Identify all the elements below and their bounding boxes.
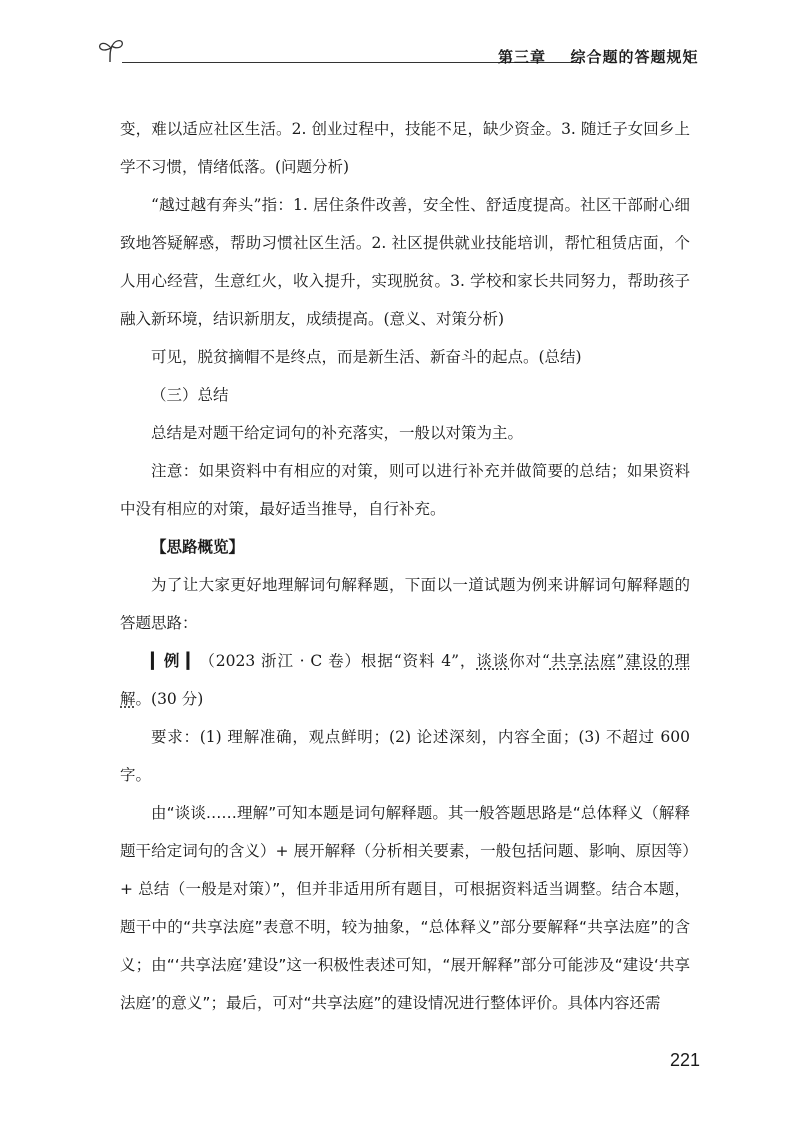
paragraph-2: “越过越有奔头”指：1. 居住条件改善，安全性、舒适度提高。社区干部耐心细致地答疑解惑，帮助习惯社区生活。2. 社区提供就业技能培训，帮忙租赁店面，个人用心经营，生意红火，收入提升，实现脱贫。3. 学校和家长共同努力，帮助孩子融入新环境，结识新朋友，成绩提高。(意义、对策分析) bbox=[120, 196, 690, 328]
analysis-paragraph: 由“谈谈……理解”可知本题是词句解释题。其一般答题思路是“总体释义（解释题干给定词句的含义）+ 展开解释（分析相关要素，一般包括问题、影响、原因等）+ 总结（一般是对策）”，但并非适用所有题目，可根据资料适当调整。结合本题，题干中的“共享法庭”表意不明，较为抽象，“总体释义”部分要解释“共享法庭”的含义；由“‘共享法庭’建设”这一积极性表述可知，“展开解释”部分可能涉及“建设‘共享法庭’的意义”；最后，可对“共享法庭”的建设情况进行整体评价。具体内容还需 bbox=[120, 804, 690, 1012]
page-body bbox=[120, 110, 690, 1022]
section-three-p1: 总结是对题干给定词句的补充落实，一般以对策为主。 bbox=[151, 424, 524, 442]
overview-heading: 【思路概览】 bbox=[151, 538, 245, 556]
section-title: 综合题的答题规矩 bbox=[570, 48, 699, 66]
example-underline-3: 建设的理解 bbox=[120, 652, 690, 708]
paragraph-3: 可见，脱贫摘帽不是终点，而是新生活、新奋斗的起点。(总结) bbox=[151, 348, 582, 366]
paragraph-1: 变，难以适应社区生活。2. 创业过程中，技能不足，缺少资金。3. 随迁子女回乡上学不习惯，情绪低落。(问题分析) bbox=[120, 120, 690, 176]
section-three-heading: （三）总结 bbox=[151, 386, 229, 404]
chapter-title bbox=[498, 46, 698, 67]
page-number: 221 bbox=[669, 1050, 700, 1070]
chapter-label: 第三章 bbox=[498, 48, 547, 66]
example-requirements: 要求：(1) 理解准确，观点鲜明；(2) 论述深刻，内容全面；(3) 不超过 600 字。 bbox=[120, 728, 690, 784]
overview-intro: 为了让大家更好地理解词句解释题，下面以一道试题为例来讲解词句解释题的答题思路： bbox=[120, 576, 690, 632]
example-underline-1: 谈谈 bbox=[476, 652, 510, 670]
example-text-a: （2023 浙江 · C 卷）根据“资料 4”， bbox=[198, 652, 477, 670]
running-header bbox=[96, 36, 699, 76]
example-text-d: 。(30 分) bbox=[135, 690, 204, 708]
example-question bbox=[120, 642, 690, 718]
example-text-b: 你对“ bbox=[509, 652, 550, 670]
section-three-p2: 注意：如果资料中有相应的对策，则可以进行补充并做简要的总结；如果资料中没有相应的对策，最好适当推导，自行补充。 bbox=[120, 462, 690, 518]
example-text-c: ” bbox=[616, 652, 625, 670]
example-underline-2: 共享法庭 bbox=[549, 652, 617, 670]
example-label: ▎例 ▎ bbox=[151, 652, 199, 670]
